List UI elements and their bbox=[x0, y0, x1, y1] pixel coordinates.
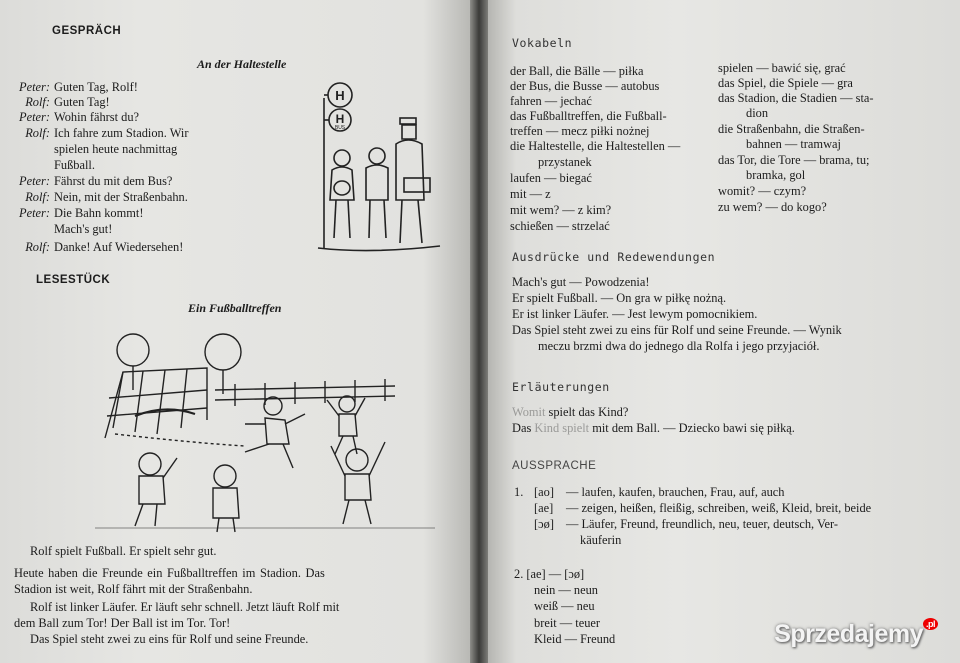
sign-letter: H bbox=[335, 88, 345, 103]
reading-line: dem Ball zum Tor! Der Ball ist im Tor. Tor! bbox=[14, 616, 231, 630]
pronunciation-row: käuferin bbox=[580, 533, 622, 547]
dialogue-line: Rolf: Nein, mit der Straßenbahn. bbox=[25, 190, 188, 204]
book-gutter bbox=[470, 0, 488, 663]
right-page bbox=[488, 0, 960, 663]
football-illustration bbox=[95, 328, 435, 533]
vocab-entry: dion bbox=[746, 106, 769, 120]
expression-line: Das Spiel steht zwei zu eins für Rolf und seine Freunde. — Wynik bbox=[512, 323, 842, 337]
vocab-entry: das Tor, die Tore — brama, tu; bbox=[718, 153, 870, 167]
vocab-entry: zu wem? — do kogo? bbox=[718, 200, 827, 214]
vocab-entry: das Stadion, die Stadien — sta- bbox=[718, 91, 874, 105]
reading-line: Rolf spielt Fußball. Er spielt sehr gut. bbox=[30, 544, 217, 558]
vocab-entry: przystanek bbox=[538, 155, 592, 169]
reading-line: Stadion ist weit, Rolf fährt mit der Straßenbahn. bbox=[14, 582, 253, 596]
expression-line: meczu brzmi dwa do jednego dla Rolfa i jego przyjaciół. bbox=[538, 339, 820, 353]
dialogue-line: Rolf: Ich fahre zum Stadion. Wir bbox=[25, 126, 189, 140]
dialogue-line: Peter: Wohin fährst du? bbox=[19, 110, 140, 124]
bus-stop-illustration bbox=[300, 78, 450, 260]
pronunciation-row: [ae] — zeigen, heißen, fleißig, schreiben, weiß, Kleid, breit, beide bbox=[534, 501, 872, 515]
note-line: Das Kind spielt mit dem Ball. — Dziecko bawi się piłką. bbox=[512, 421, 795, 435]
vocab-entry: der Bus, die Busse — autobus bbox=[510, 79, 660, 93]
dialogue-line: spielen heute nachmittag bbox=[54, 142, 178, 156]
pronunciation-row: 1. [ao] — laufen, kaufen, brauchen, Frau, auf, auch bbox=[514, 485, 785, 499]
expressions-heading: Ausdrücke und Redewendungen bbox=[512, 250, 716, 264]
sign-letter: H bbox=[335, 112, 345, 126]
expression-line: Er ist linker Läufer. — Jest lewym pomocnikiem. bbox=[512, 307, 758, 321]
reading-line: Rolf ist linker Läufer. Er läuft sehr schnell. Jetzt läuft Rolf mit bbox=[30, 600, 340, 614]
pronunciation-row: 2. [ae] — [ɔø] bbox=[514, 567, 585, 581]
expression-line: Mach's gut — Powodzenia! bbox=[512, 275, 650, 289]
vocab-entry: laufen — biegać bbox=[510, 171, 592, 185]
dialogue-line: Peter: Die Bahn kommt! bbox=[19, 206, 144, 220]
pronunciation-row: nein — neun bbox=[534, 583, 599, 597]
pronunciation-heading: AUSSPRACHE bbox=[512, 460, 597, 472]
dialogue-title: An der Haltestelle bbox=[197, 57, 287, 71]
vocab-entry: bramka, gol bbox=[746, 168, 806, 182]
vocab-entry: die Straßenbahn, die Straßen- bbox=[718, 122, 865, 136]
vocab-entry: das Fußballtreffen, die Fußball- bbox=[510, 109, 667, 123]
vocab-entry: treffen — mecz piłki nożnej bbox=[510, 124, 650, 138]
dialogue-line: Rolf: Danke! Auf Wiedersehen! bbox=[25, 240, 184, 254]
vocab-entry: der Ball, die Bälle — piłka bbox=[510, 64, 644, 78]
vocab-entry: schießen — strzelać bbox=[510, 219, 610, 233]
note-line: Womit spielt das Kind? bbox=[512, 405, 629, 419]
vocab-entry: spielen — bawić się, grać bbox=[718, 61, 846, 75]
vocab-entry: womit? — czym? bbox=[718, 184, 807, 198]
dialogue-line: Mach's gut! bbox=[54, 222, 113, 236]
vocab-heading: Vokabeln bbox=[512, 36, 573, 50]
reading-title: Ein Fußballtreffen bbox=[188, 301, 282, 315]
dialogue-heading: GESPRÄCH bbox=[52, 25, 122, 37]
vocab-entry: mit wem? — z kim? bbox=[510, 203, 612, 217]
dialogue-line: Rolf: Guten Tag! bbox=[25, 95, 110, 109]
reading-line: Heute haben die Freunde ein Fußballtreffen im Stadion. Das bbox=[14, 566, 325, 580]
vocab-entry: fahren — jechać bbox=[510, 94, 592, 108]
pronunciation-row: Kleid — Freund bbox=[534, 632, 616, 646]
pronunciation-row: [ɔø] — Läufer, Freund, freundlich, neu, teuer, deutsch, Ver- bbox=[534, 517, 839, 531]
vocab-entry: mit — z bbox=[510, 187, 551, 201]
vocab-entry: das Spiel, die Spiele — gra bbox=[718, 76, 853, 90]
dialogue-line: Fußball. bbox=[54, 158, 95, 172]
sign-subtext: BUS bbox=[334, 125, 346, 131]
dialogue-line: Peter: Guten Tag, Rolf! bbox=[19, 80, 138, 94]
vocab-entry: bahnen — tramwaj bbox=[746, 137, 841, 151]
reading-line: Das Spiel steht zwei zu eins für Rolf und seine Freunde. bbox=[30, 632, 309, 646]
pronunciation-row: breit — teuer bbox=[534, 616, 601, 630]
vocab-entry: die Haltestelle, die Haltestellen — bbox=[510, 139, 681, 153]
left-page bbox=[0, 0, 470, 663]
notes-heading: Erläuterungen bbox=[512, 380, 610, 394]
dialogue-line: Peter: Fährst du mit dem Bus? bbox=[19, 174, 173, 188]
reading-heading: LESESTÜCK bbox=[36, 274, 111, 286]
expression-line: Er spielt Fußball. — On gra w piłkę nożną. bbox=[512, 291, 727, 305]
pronunciation-row: weiß — neu bbox=[534, 599, 595, 613]
watermark-logo: Sprzedajemy $^{.pl}$ bbox=[774, 620, 938, 649]
